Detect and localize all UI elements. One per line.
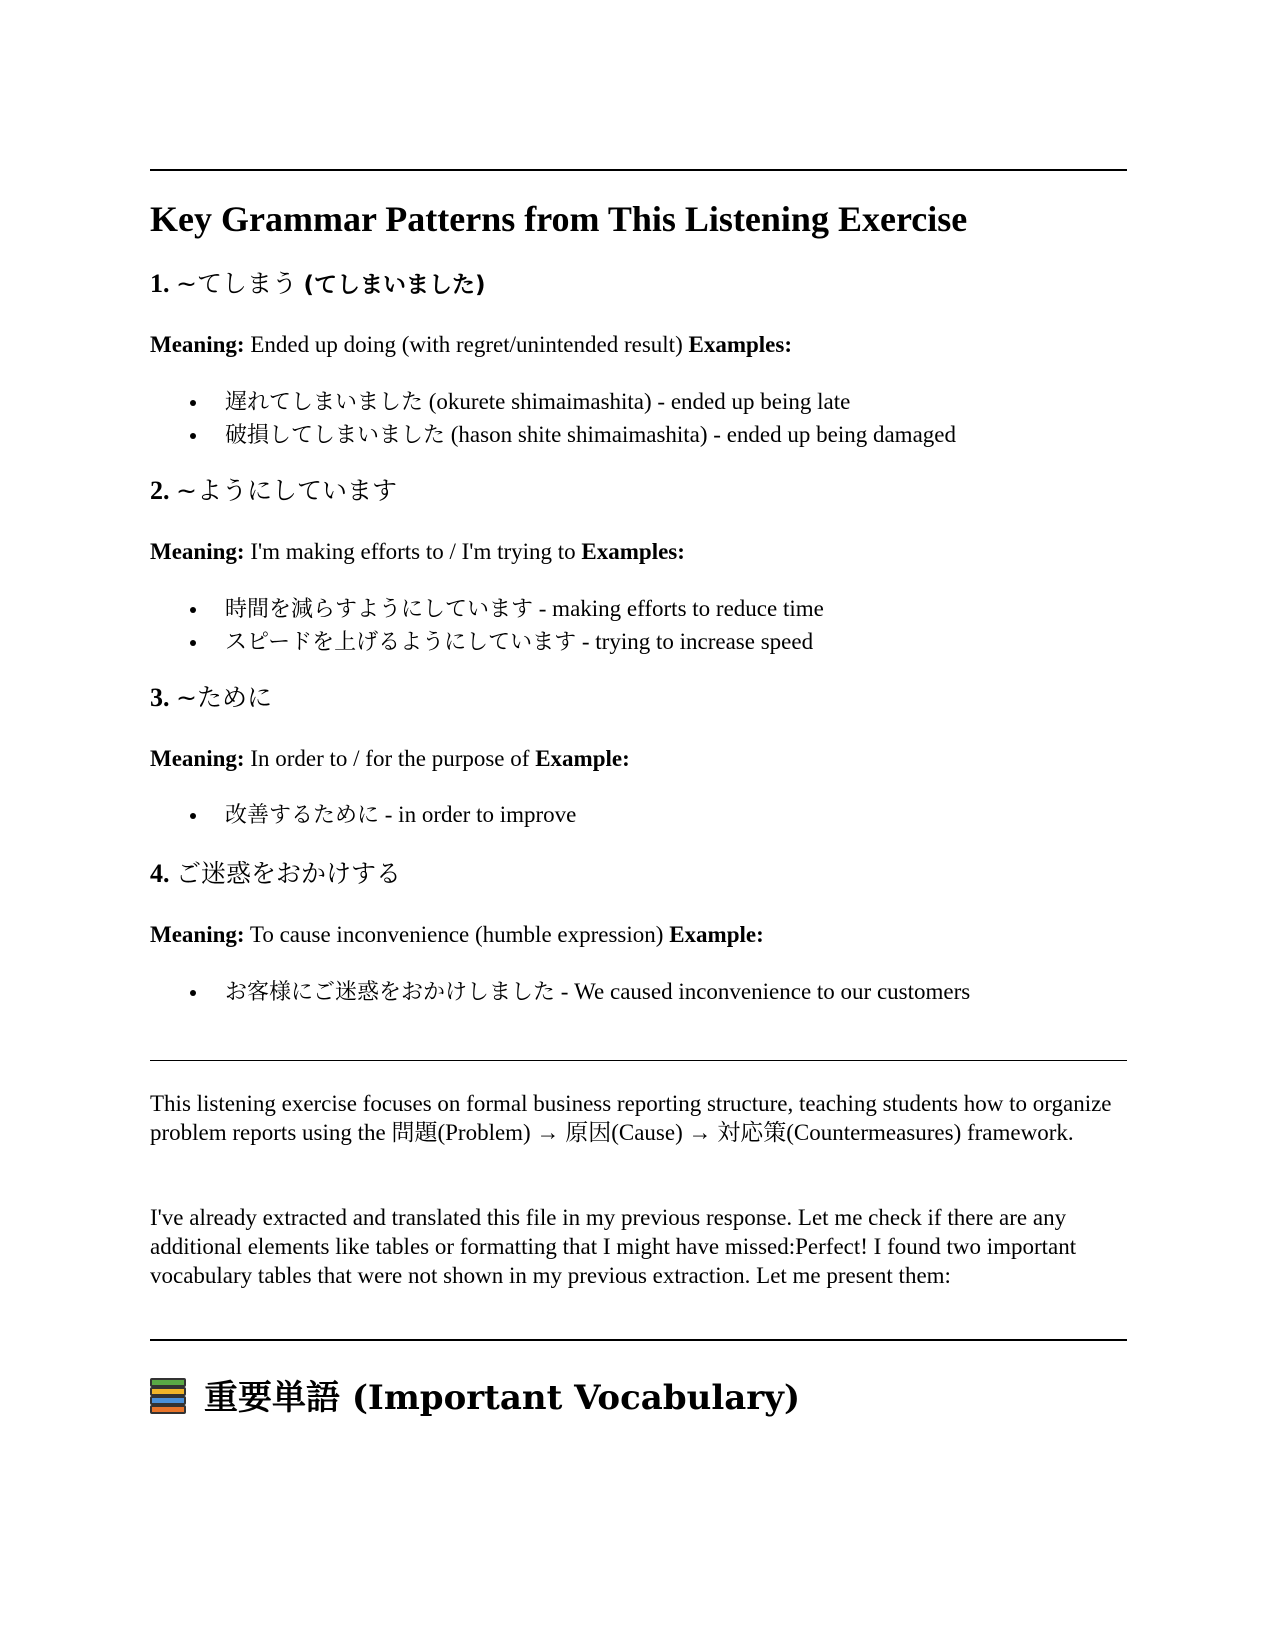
pattern-1-heading: 1. ~てしまう (てしまいました) [150,269,486,298]
bottom-divider [150,1339,1127,1341]
list-item: 遅れてしまいました (okurete shimaimashita) - ended up being late [150,385,956,418]
list-item: 破損してしまいました (hason shite shimaimashita) - ended up being damaged [150,418,956,451]
page-title: Key Grammar Patterns from This Listening Exercise [150,199,968,239]
pattern-2-examples [150,592,824,658]
pattern-4-meaning: Meaning: To cause inconvenience (humble expression) Example: [150,922,764,947]
section-divider [150,1060,1127,1061]
pattern-3-heading: 3. ~ために [150,683,272,712]
pattern-4-examples [150,975,970,1008]
list-item: 改善するために - in order to improve [150,798,576,831]
list-item: お客様にご迷惑をおかけしました - We caused inconvenience to our customers [150,975,970,1008]
pattern-1-meaning: Meaning: Ended up doing (with regret/unintended result) Examples: [150,332,792,357]
summary-paragraph: This listening exercise focuses on formal business reporting structure, teaching students how to organize problem reports using the 問題(Problem) → 原因(Cause) → 対応策(Countermeasures) framework. [150,1091,1112,1145]
pattern-3-meaning: Meaning: In order to / for the purpose of Example: [150,746,630,771]
pattern-2-heading: 2. ~ようにしています [150,476,397,505]
top-divider [150,169,1127,171]
list-item: 時間を減らすようにしています - making efforts to reduce time [150,592,824,625]
pattern-4-heading: 4. ご迷惑をおかけする [150,859,402,888]
note-paragraph: I've already extracted and translated this file in my previous response. Let me check if there are any additional elements like tables or formatting that I might have missed:Perfect! I found two important vocabulary tables that were not shown in my previous extraction. Let me present them: [150,1205,1077,1288]
pattern-3-examples [150,798,576,831]
pattern-2-meaning: Meaning: I'm making efforts to / I'm trying to Examples: [150,539,685,564]
pattern-1-examples [150,385,956,451]
books-icon [150,1376,186,1414]
vocab-heading: 重要単語 (Important Vocabulary) [150,1370,800,1419]
list-item: スピードを上げるようにしています - trying to increase speed [150,625,824,658]
